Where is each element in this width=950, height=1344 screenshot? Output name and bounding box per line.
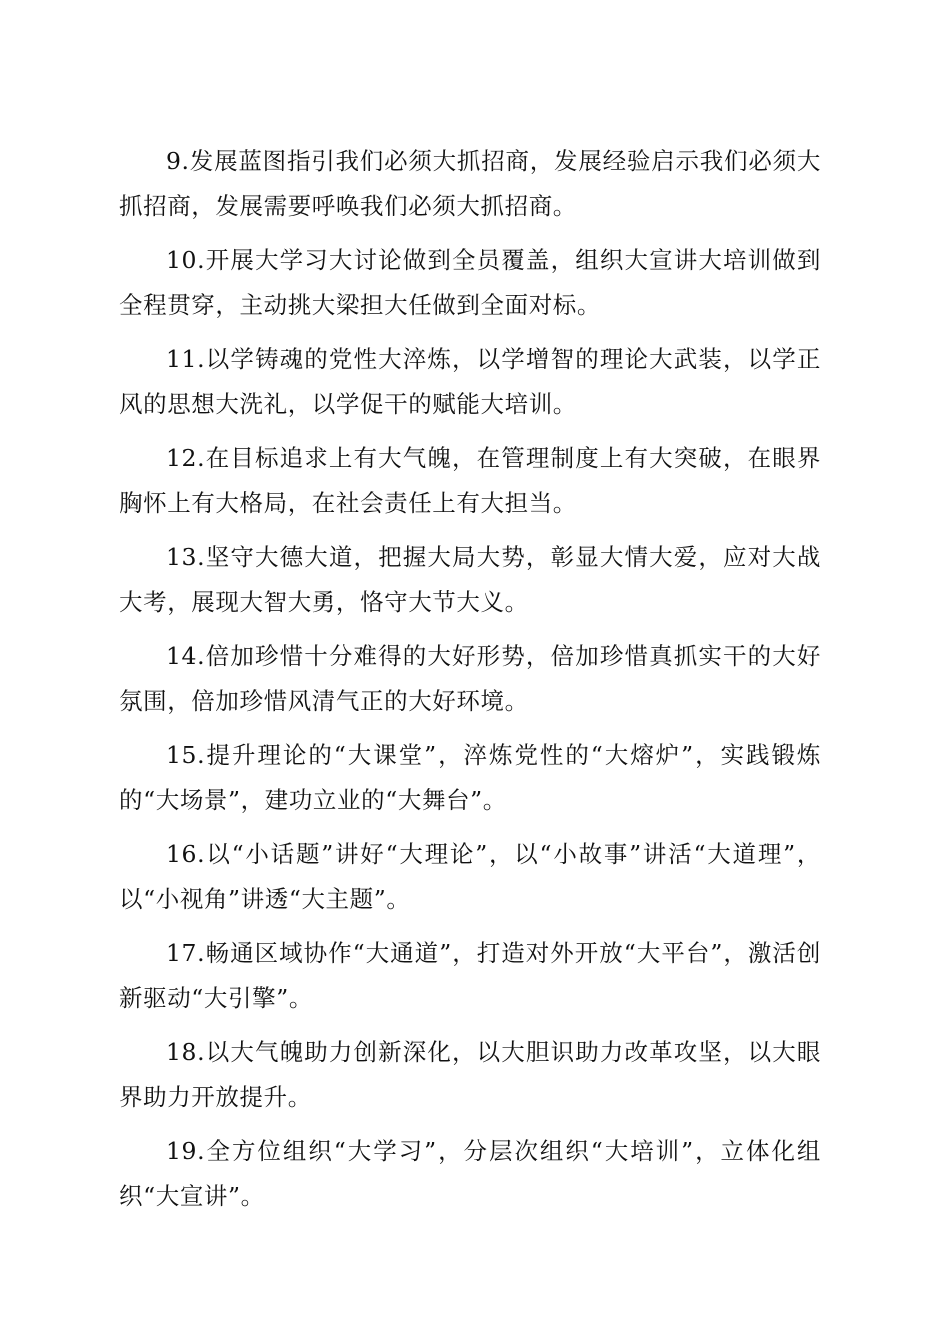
paragraph-17: 17.畅通区域协作“大通道”，打造对外开放“大平台”，激活创新驱动“大引擎”。 (119, 939, 821, 1012)
document-body (119, 139, 821, 1228)
paragraph-14: 14.倍加珍惜十分难得的大好形势，倍加珍惜真抓实干的大好氛围，倍加珍惜风清气正的大好环境。 (119, 642, 821, 715)
paragraph-18: 18.以大气魄助力创新深化，以大胆识助力改革攻坚，以大眼界助力开放提升。 (119, 1038, 821, 1111)
paragraph-15: 15.提升理论的“大课堂”，淬炼党性的“大熔炉”，实践锻炼的“大场景”，建功立业的“大舞台”。 (119, 741, 821, 814)
paragraph-19: 19.全方位组织“大学习”，分层次组织“大培训”，立体化组织“大宣讲”。 (119, 1137, 821, 1210)
paragraph-16: 16.以“小话题”讲好“大理论”，以“小故事”讲活“大道理”，以“小视角”讲透“大主题”。 (119, 840, 821, 913)
paragraph-10: 10.开展大学习大讨论做到全员覆盖，组织大宣讲大培训做到全程贯穿，主动挑大梁担大任做到全面对标。 (119, 246, 821, 319)
paragraph-13: 13.坚守大德大道，把握大局大势，彰显大情大爱，应对大战大考，展现大智大勇，恪守大节大义。 (119, 543, 821, 616)
paragraph-12: 12.在目标追求上有大气魄，在管理制度上有大突破，在眼界胸怀上有大格局，在社会责任上有大担当。 (119, 444, 821, 517)
paragraph-11: 11.以学铸魂的党性大淬炼，以学增智的理论大武装，以学正风的思想大洗礼，以学促干的赋能大培训。 (119, 345, 821, 418)
paragraph-9: 9.发展蓝图指引我们必须大抓招商，发展经验启示我们必须大抓招商，发展需要呼唤我们必须大抓招商。 (119, 147, 821, 220)
